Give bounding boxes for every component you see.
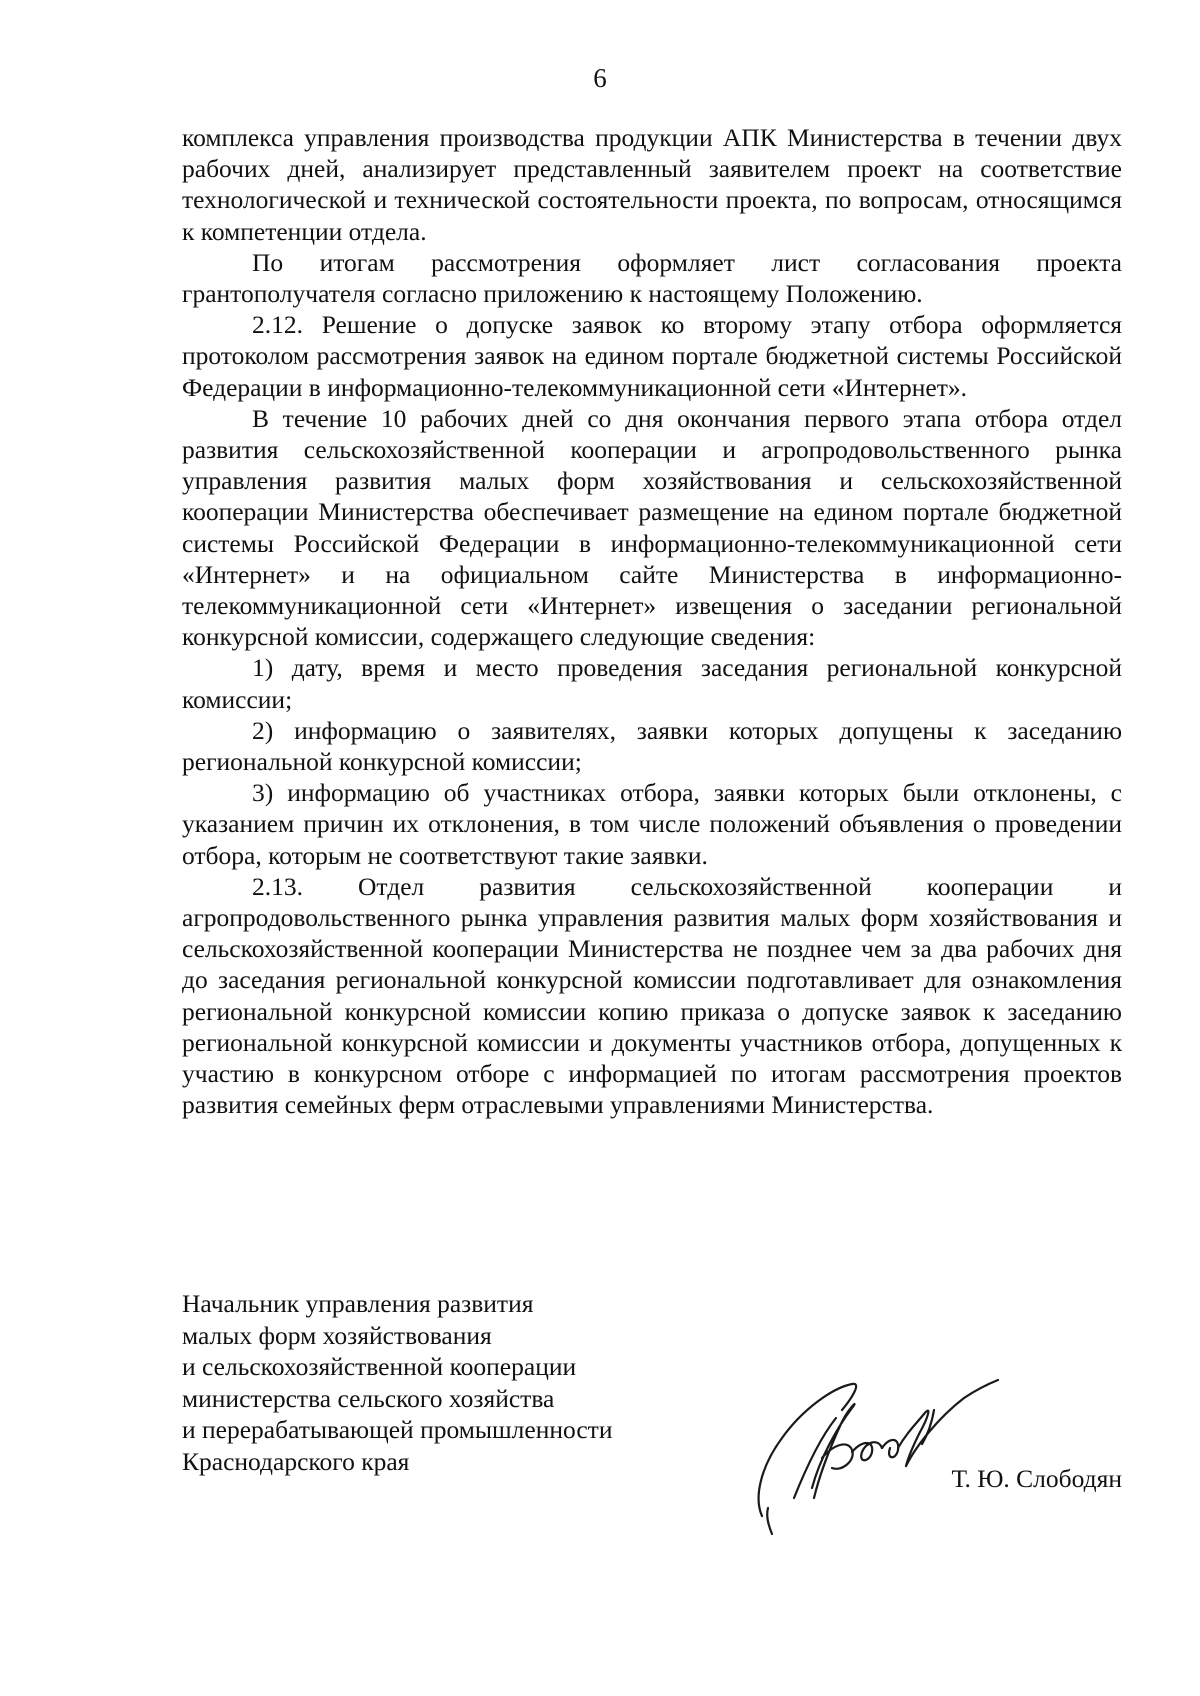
position-line: Краснодарского края (182, 1446, 410, 1476)
paragraph-continuation: комплекса управления производства продукции АПК Министерства в течении двух рабочих дней, анализирует представленный заявителем проект на соответствие технологической и технической состоятельности проекта, по вопросам, относящимся к компетенции отдела. (182, 123, 1122, 246)
list-item-2: 2) информацию о заявителях, заявки которых допущены к заседанию региональной конкурсной комиссии; (182, 715, 1122, 777)
signatory-position (182, 1288, 612, 1477)
handwritten-signature (702, 1348, 1002, 1538)
position-line: министерства сельского хозяйства (182, 1383, 555, 1413)
signature-strokes (759, 1380, 998, 1534)
list-item-3: 3) информацию об участниках отбора, заявки которых были отклонены, с указанием причин их отклонения, в том числе положений объявления о проведении отбора, которым не соответствуют такие заявки. (182, 778, 1122, 870)
paragraph-2-13: 2.13. Отдел развития сельскохозяйственной кооперации и агропродовольственного рынка управления развития малых форм хозяйствования и сельскохозяйственной кооперации Министерства не позднее чем за два рабочих дня до заседания региональной конкурсной комиссии подготавливает для ознакомления региональной конкурсной комиссии копию приказа о допуске заявок к заседанию региональной конкурсной комиссии и документы участников отбора, допущенных к участию в конкурсном отборе с информацией по итогам рассмотрения проектов развития семейных ферм отраслевыми управлениями Министерства. (182, 871, 1122, 1120)
page-number: 6 (593, 63, 607, 93)
document-body (182, 122, 1122, 1121)
signature-block (182, 1288, 1122, 1518)
list-item-1: 1) дату, время и место проведения заседания региональной конкурсной комиссии; (182, 653, 1122, 714)
position-line: Начальник управления развития (182, 1289, 534, 1318)
paragraph-2-12: 2.12. Решение о допуске заявок ко второму этапу отбора оформляется протоколом рассмотрения заявок на едином портале бюджетной системы Российской Федерации в информационно-телекоммуникационной сети «Интернет». (182, 310, 1122, 402)
paragraph-notice: В течение 10 рабочих дней со дня окончания первого этапа отбора отдел развития сельскохозяйственной кооперации и агропродовольственного рынка управления развития малых форм хозяйствования и сельскохозяйственной кооперации Министерства обеспечивает размещение на едином портале бюджетной системы Российской Федерации в информационно-телекоммуникационной сети «Интернет» и на официальном сайте Министерства в информационно-телекоммуникационной сети «Интернет» извещения о заседании региональной конкурсной комиссии, содержащего следующие сведения: (182, 403, 1122, 652)
position-line: и сельскохозяйственной кооперации (182, 1352, 577, 1381)
paragraph-approval-sheet: По итогам рассмотрения оформляет лист согласования проекта грантополучателя согласно приложению к настоящему Положению. (182, 247, 1122, 309)
position-line: малых форм хозяйствования (182, 1320, 492, 1350)
signer-name: Т. Ю. Слободян (951, 1464, 1122, 1493)
position-line: и перерабатывающей промышленности (182, 1415, 613, 1444)
